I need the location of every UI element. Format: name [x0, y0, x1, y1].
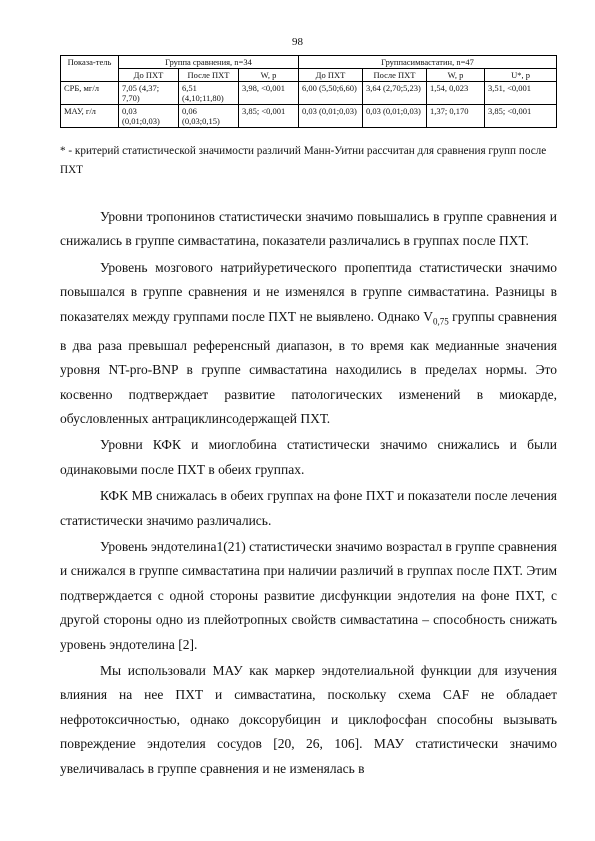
- table-cell: 3,51, <0,001: [485, 82, 557, 105]
- paragraph-text: Уровень мозгового натрийуретического пропептида статистически значимо повышался в группе сравнения и не изменялся в группе симвастатина. Разницы в показателях между группами после ПХТ не выявлено. Однако V: [60, 259, 557, 324]
- paragraph-text: группы сравнения в два раза превышал референсный диапазон, в то время как медианные значения уровня NT-pro-BNP в группе симвастатина находились в пределах нормы. Это косвенно подтверждает развитие патологических изменений в миокарде, обусловленных антрациклинсодержащей ПХТ.: [60, 308, 557, 426]
- table-row: [61, 82, 557, 105]
- paragraph: КФК МВ снижалась в обеих группах на фоне ПХТ и показатели после лечения статистически значимо различались.: [60, 488, 557, 528]
- paragraph: [60, 256, 557, 432]
- table-cell: 7,05 (4,37; 7,70): [119, 82, 179, 105]
- table-cell: 0,03 (0,01;0,03): [299, 105, 363, 128]
- header-param: Показа-тель: [61, 56, 119, 82]
- header-group-simvastatin: Группасимвастатин, n=47: [299, 56, 557, 69]
- page-number: 98: [292, 36, 303, 48]
- subheader: W, p: [239, 69, 299, 82]
- table-header-row: [61, 56, 557, 69]
- results-table: [60, 55, 557, 128]
- table-cell: 6,00 (5,50;6,60): [299, 82, 363, 105]
- table-subheader-row: [61, 69, 557, 82]
- paragraph: Уровень эндотелина1(21) статистически значимо возрастал в группе сравнения и снижался в группе симвастатина при наличии различий в группах после ПХТ. Этим подтверждается с одной стороны развитие дисфункции эндотелия на фоне ПХТ, с другой стороны одно из плейотропных свойств симвастатина – способность снижать уровень эндотелина [2].: [60, 538, 557, 652]
- table-cell: 3,85; <0,001: [485, 105, 557, 128]
- table-cell: 3,98, <0,001: [239, 82, 299, 105]
- subheader: После ПХТ: [363, 69, 427, 82]
- subheader: До ПХТ: [299, 69, 363, 82]
- subheader: W, p: [427, 69, 485, 82]
- table-cell: 3,64 (2,70;5,23): [363, 82, 427, 105]
- paragraph: Уровни КФК и миоглобина статистически значимо снижались и были одинаковыми после ПХТ в обеих группах.: [60, 437, 557, 477]
- row-label: СРБ, мг/л: [61, 82, 119, 105]
- table-cell: 1,54, 0,023: [427, 82, 485, 105]
- table-cell: 6,51 (4,10;11,80): [179, 82, 239, 105]
- table-cell: 1,37; 0,170: [427, 105, 485, 128]
- paragraph: Мы использовали МАУ как маркер эндотелиальной функции для изучения влияния на нее ПХТ и симвастатина, поскольку схема CAF не обладает нефротоксичностью, однако доксорубицин и циклофосфан способны вызывать повреждение эндотелия сосудов [20, 26, 106]. МАУ статистически значимо увеличивалась в группе сравнения и не изменялась в: [60, 663, 557, 776]
- table-row: [61, 105, 557, 128]
- table-cell: 0,03 (0,01;0,03): [119, 105, 179, 128]
- subheader: До ПХТ: [119, 69, 179, 82]
- table-cell: 3,85; <0,001: [239, 105, 299, 128]
- paragraph: Уровни тропонинов статистически значимо повышались в группе сравнения и снижались в группе симвастатина, показатели различались в группах после ПХТ.: [60, 209, 557, 249]
- body-text: [60, 205, 557, 783]
- row-label: МАУ, г/л: [61, 105, 119, 128]
- table-cell: 0,06 (0,03;0,15): [179, 105, 239, 128]
- subscript: 0,75: [432, 316, 449, 327]
- table-footnote: * - критерий статистической значимости различий Манн-Уитни рассчитан для сравнения групп после ПХТ: [60, 145, 547, 176]
- subheader: После ПХТ: [179, 69, 239, 82]
- header-group-comparison: Группа сравнения, n=34: [119, 56, 299, 69]
- table-cell: 0,03 (0,01;0,03): [363, 105, 427, 128]
- subheader: U*, p: [485, 69, 557, 82]
